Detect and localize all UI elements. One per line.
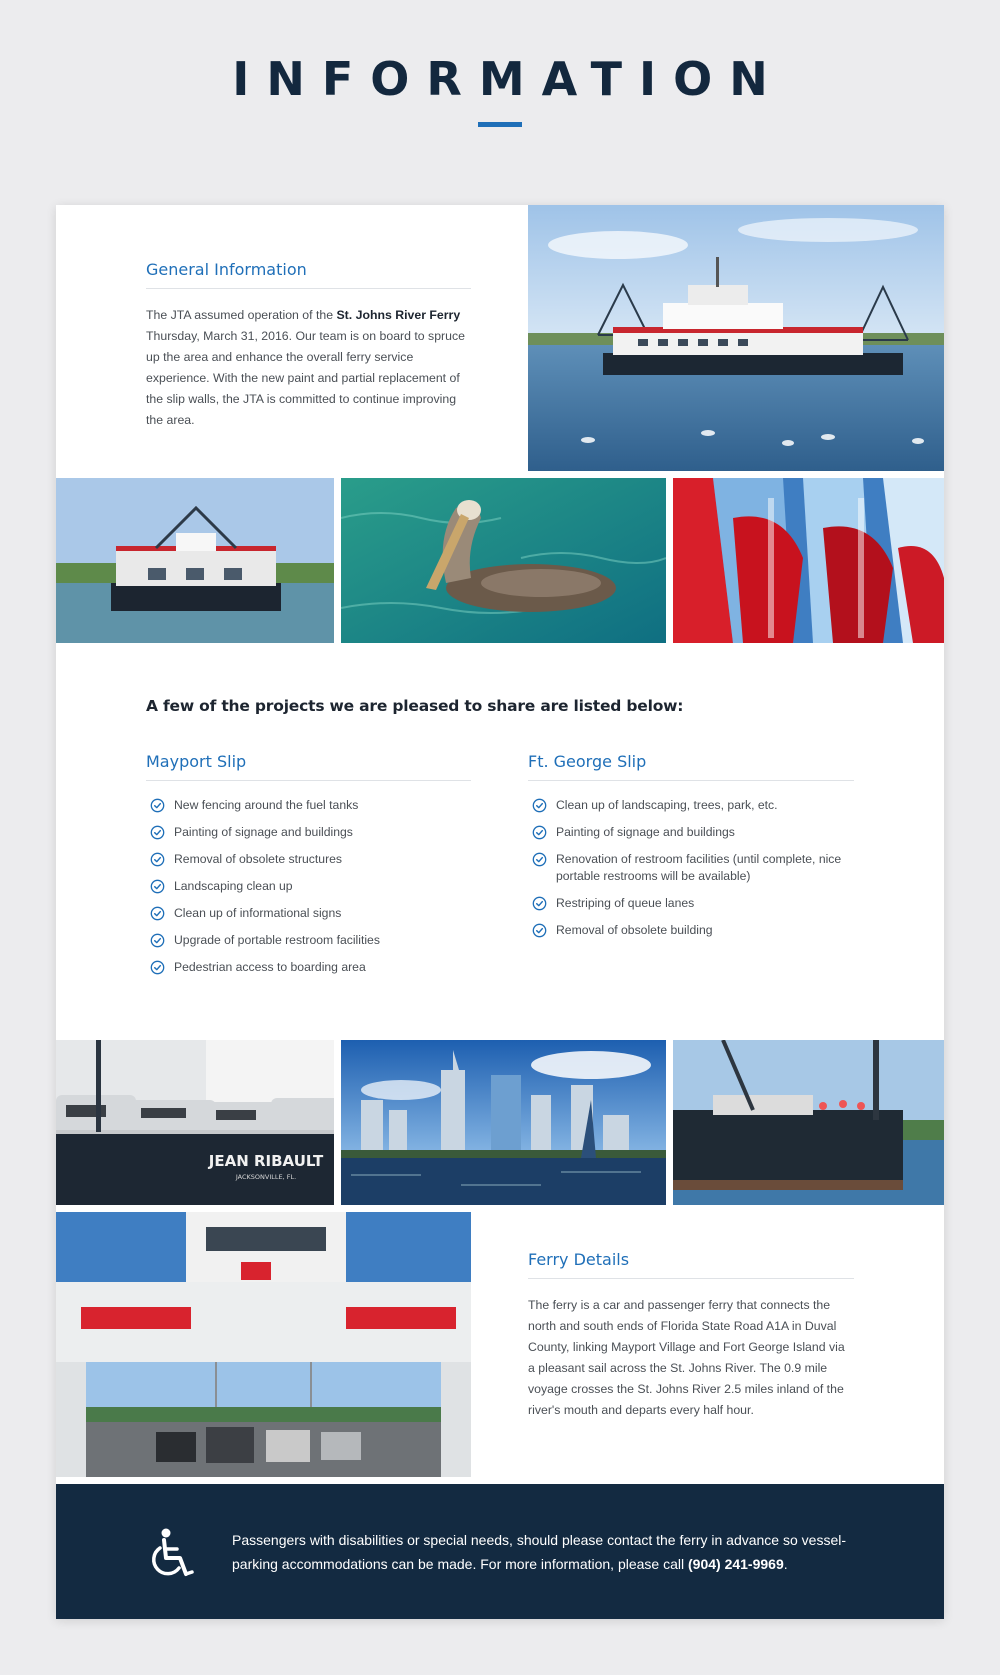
page-title: INFORMATION [232, 52, 785, 106]
photo-ferry-front [56, 478, 334, 643]
mayport-slip-block [146, 752, 471, 986]
list-item [146, 959, 471, 976]
ft-george-slip-list [528, 797, 854, 939]
check-circle-icon [150, 906, 165, 921]
list-item [528, 895, 854, 912]
list-item-label: Renovation of restroom facilities (until complete, nice portable restrooms will be available) [556, 852, 842, 883]
general-info-text-start: The JTA assumed operation of the [146, 308, 337, 322]
list-item-label: Landscaping clean up [174, 879, 293, 893]
check-circle-icon [532, 923, 547, 938]
check-circle-icon [150, 960, 165, 975]
list-item [146, 878, 471, 895]
list-item-label: Removal of obsolete building [556, 923, 713, 937]
ferry-details-text: The ferry is a car and passenger ferry that connects the north and south ends of Florida State Road A1A in Duval County, linking Mayport Village and Fort George Island via a pleasant sail across the St. Johns River. The 0.9 mile voyage crosses the St. Johns River 2.5 miles inland of the river's mouth and departs every half hour. [528, 1298, 845, 1417]
list-item-label: Clean up of landscaping, trees, park, etc. [556, 798, 778, 812]
accessibility-notice [56, 1484, 944, 1619]
list-item-label: Removal of obsolete structures [174, 852, 342, 866]
check-circle-icon [150, 798, 165, 813]
ferry-details-heading: Ferry Details [528, 1250, 854, 1279]
list-item [528, 824, 854, 841]
list-item [146, 851, 471, 868]
list-item [146, 797, 471, 814]
photo-jacksonville-skyline [341, 1040, 666, 1205]
photo-ferry-at-sea [528, 205, 944, 471]
list-item [528, 851, 854, 885]
photo-ferry-bridge-deck [56, 1212, 471, 1477]
check-circle-icon [532, 825, 547, 840]
hull-name-text: JEAN RIBAULT [208, 1152, 324, 1170]
list-item [146, 824, 471, 841]
general-info-block [146, 260, 471, 431]
check-circle-icon [150, 852, 165, 867]
check-circle-icon [150, 933, 165, 948]
list-item [528, 922, 854, 939]
ft-george-slip-heading: Ft. George Slip [528, 752, 854, 781]
ferry-details-block [528, 1250, 854, 1421]
check-circle-icon [150, 825, 165, 840]
photo-car-taillights [673, 478, 944, 643]
list-item-label: Pedestrian access to boarding area [174, 960, 366, 974]
mayport-slip-list [146, 797, 471, 976]
list-item-label: New fencing around the fuel tanks [174, 798, 359, 812]
ft-george-slip-block [528, 752, 854, 949]
list-item-label: Painting of signage and buildings [556, 825, 735, 839]
photo-pelican [341, 478, 666, 643]
general-info-heading: General Information [146, 260, 471, 289]
check-circle-icon [150, 879, 165, 894]
accessibility-notice-message: Passengers with disabilities or special needs, should please contact the ferry in advance so vessel-parking accommodations can be made. For more information, please call [232, 1532, 846, 1572]
check-circle-icon [532, 798, 547, 813]
accessibility-notice-text [232, 1528, 872, 1576]
accessibility-notice-period: . [783, 1556, 788, 1572]
list-item-label: Upgrade of portable restroom facilities [174, 933, 380, 947]
general-info-text [146, 305, 471, 431]
contact-phone-number[interactable]: (904) 241-9969 [688, 1556, 784, 1572]
general-info-text-end: Thursday, March 31, 2016. Our team is on board to spruce up the area and enhance the overall ferry service experience. With the new paint and partial replacement of the slip walls, the JTA is committed to continue improving the area. [146, 329, 465, 427]
hull-port-text: JACKSONVILLE, FL. [235, 1173, 297, 1181]
mayport-slip-heading: Mayport Slip [146, 752, 471, 781]
photo-ferry-deck-side [673, 1040, 944, 1205]
wheelchair-icon [148, 1528, 196, 1580]
content-card [56, 205, 944, 1619]
title-underline [478, 122, 522, 127]
list-item [146, 932, 471, 949]
list-item-label: Painting of signage and buildings [174, 825, 353, 839]
check-circle-icon [532, 896, 547, 911]
list-item [528, 797, 854, 814]
list-item-label: Restriping of queue lanes [556, 896, 695, 910]
list-item [146, 905, 471, 922]
general-info-ferry-name: St. Johns River Ferry [336, 308, 461, 322]
projects-title: A few of the projects we are pleased to share are listed below: [146, 697, 684, 715]
photo-ferry-hull [56, 1040, 334, 1205]
list-item-label: Clean up of informational signs [174, 906, 342, 920]
check-circle-icon [532, 852, 547, 867]
